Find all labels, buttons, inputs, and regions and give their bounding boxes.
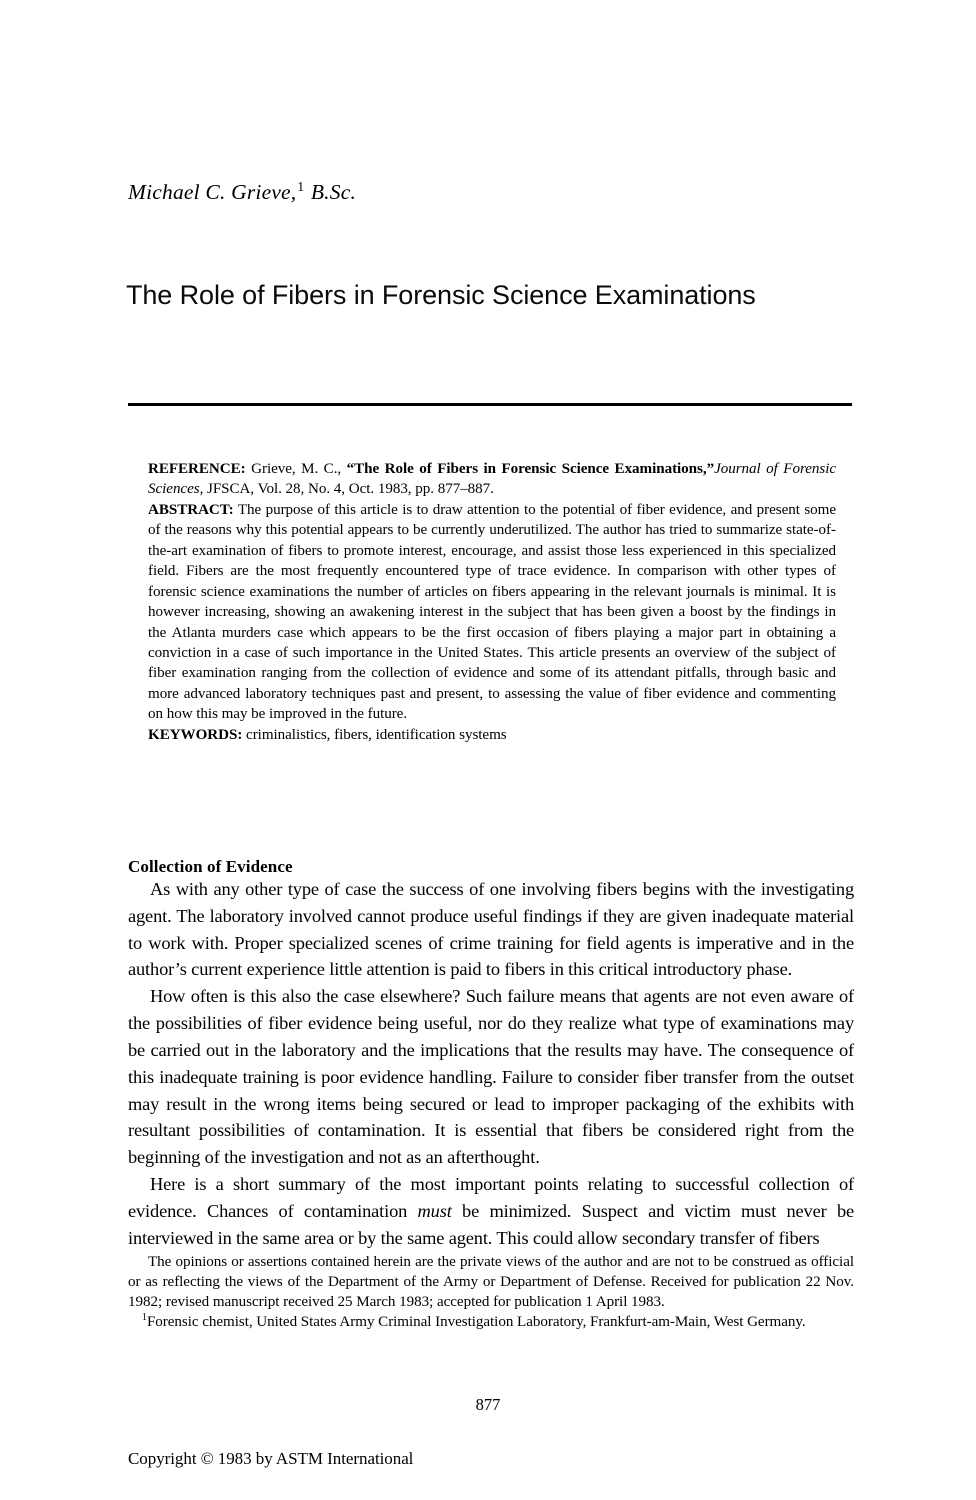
abstract-block bbox=[148, 500, 836, 725]
paragraph-text-part: Here is a short summary of the most important points relating to successful collection of evidence. Chances of contamination bbox=[128, 1173, 854, 1221]
footnote-area bbox=[128, 1252, 854, 1333]
footnote-affiliation bbox=[128, 1312, 854, 1332]
reference-detail: , JFSCA, Vol. 28, No. 4, Oct. 1983, pp. 877–887. bbox=[199, 481, 494, 498]
keywords-text: criminalistics, fibers, identification systems bbox=[242, 726, 507, 743]
footnote-marker: 1 bbox=[142, 1312, 147, 1324]
abstract-label: ABSTRACT: bbox=[148, 501, 234, 518]
keywords-label: KEYWORDS: bbox=[148, 726, 243, 743]
reference-journal: Journal of Forensic Sciences bbox=[148, 461, 836, 498]
abstract-text: The purpose of this article is to draw attention to the potential of fiber evidence, and present some of the reasons why this potential appears to be currently underutilized. The author has tried to summarize state-of-the-art examination of fibers to promote interest, encourage, and assist those less experienced in this specialized field. Fibers are the most frequently encountered type of trace evidence. In comparison with other types of forensic science examinations the number of articles on fibers appearing in the relevant journals is minimal. It is however increasing, showing an awakening interest in the subject that has been given a boost by the findings in the Atlanta murders case which appears to be the first occasion of fibers playing a major part in obtaining a conviction in a case of such importance in the United States. This article presents an overview of the subject of fiber examination ranging from the collection of evidence and some of its attendant pitfalls, through basic and more advanced laboratory techniques past and present, to assessing the value of fiber evidence and commenting on how this may be improved in the future. bbox=[148, 501, 836, 723]
section-heading-collection-of-evidence: Collection of Evidence bbox=[128, 857, 293, 877]
page-title: The Role of Fibers in Forensic Science Examinations bbox=[126, 280, 756, 311]
front-matter bbox=[148, 459, 836, 745]
body-paragraph: As with any other type of case the success of one involving fibers begins with the investigating agent. The laboratory involved cannot produce useful findings if they are given inadequate material to work with. Proper specialized scenes of crime training for field agents is imperative and in the author’s current experience little attention is paid to fibers in this critical introductory phase. bbox=[128, 879, 854, 980]
emphasized-word: must bbox=[417, 1200, 452, 1221]
footnote-affiliation-text: Forensic chemist, United States Army Criminal Investigation Laboratory, Frankfurt-am-Main, West Germany. bbox=[146, 1314, 806, 1331]
author-byline bbox=[128, 180, 852, 206]
reference-block bbox=[148, 459, 836, 500]
keywords-block bbox=[148, 725, 836, 745]
body-paragraph: How often is this also the case elsewhere? Such failure means that agents are not even aware of the possibilities of fiber evidence being useful, nor do they realize what type of examinations may be carried out in the laboratory and the implications that the results may have. The consequence of this inadequate training is poor evidence handling. Failure to consider fiber transfer from the outset may result in the wrong items being secured or lead to improper packaging of the exhibits with resultant possibilities of contamination. It is essential that fibers be considered right from the beginning of the investigation and not as an afterthought. bbox=[128, 986, 854, 1168]
paragraph-text-part: be minimized. Suspect and victim must never be interviewed in the same area or by the same agent. This could allow secondary transfer of fibers bbox=[128, 1200, 855, 1248]
author-name: Michael C. Grieve, bbox=[128, 180, 297, 204]
body-paragraph bbox=[128, 1171, 854, 1251]
header-divider bbox=[128, 403, 852, 406]
reference-label: REFERENCE: bbox=[148, 461, 246, 477]
footnote-disclaimer: The opinions or assertions contained herein are the private views of the author and are not to be construed as official or as reflecting the views of the Department of the Army or Department of Defense. Received for publication 22 Nov. 1982; revised manuscript received 25 March 1983; accepted for publication 1 April 1983. bbox=[128, 1254, 854, 1311]
reference-authors: Grieve, M. C., bbox=[245, 461, 347, 477]
body-content bbox=[128, 876, 854, 1251]
author-footnote-marker: 1 bbox=[297, 178, 305, 194]
page-number: 877 bbox=[475, 1395, 501, 1414]
copyright-notice: Copyright © 1983 by ASTM International bbox=[128, 1449, 414, 1468]
author-degree: B.Sc. bbox=[310, 180, 357, 204]
reference-title: “The Role of Fibers in Forensic Science Examinations,” bbox=[346, 461, 715, 477]
